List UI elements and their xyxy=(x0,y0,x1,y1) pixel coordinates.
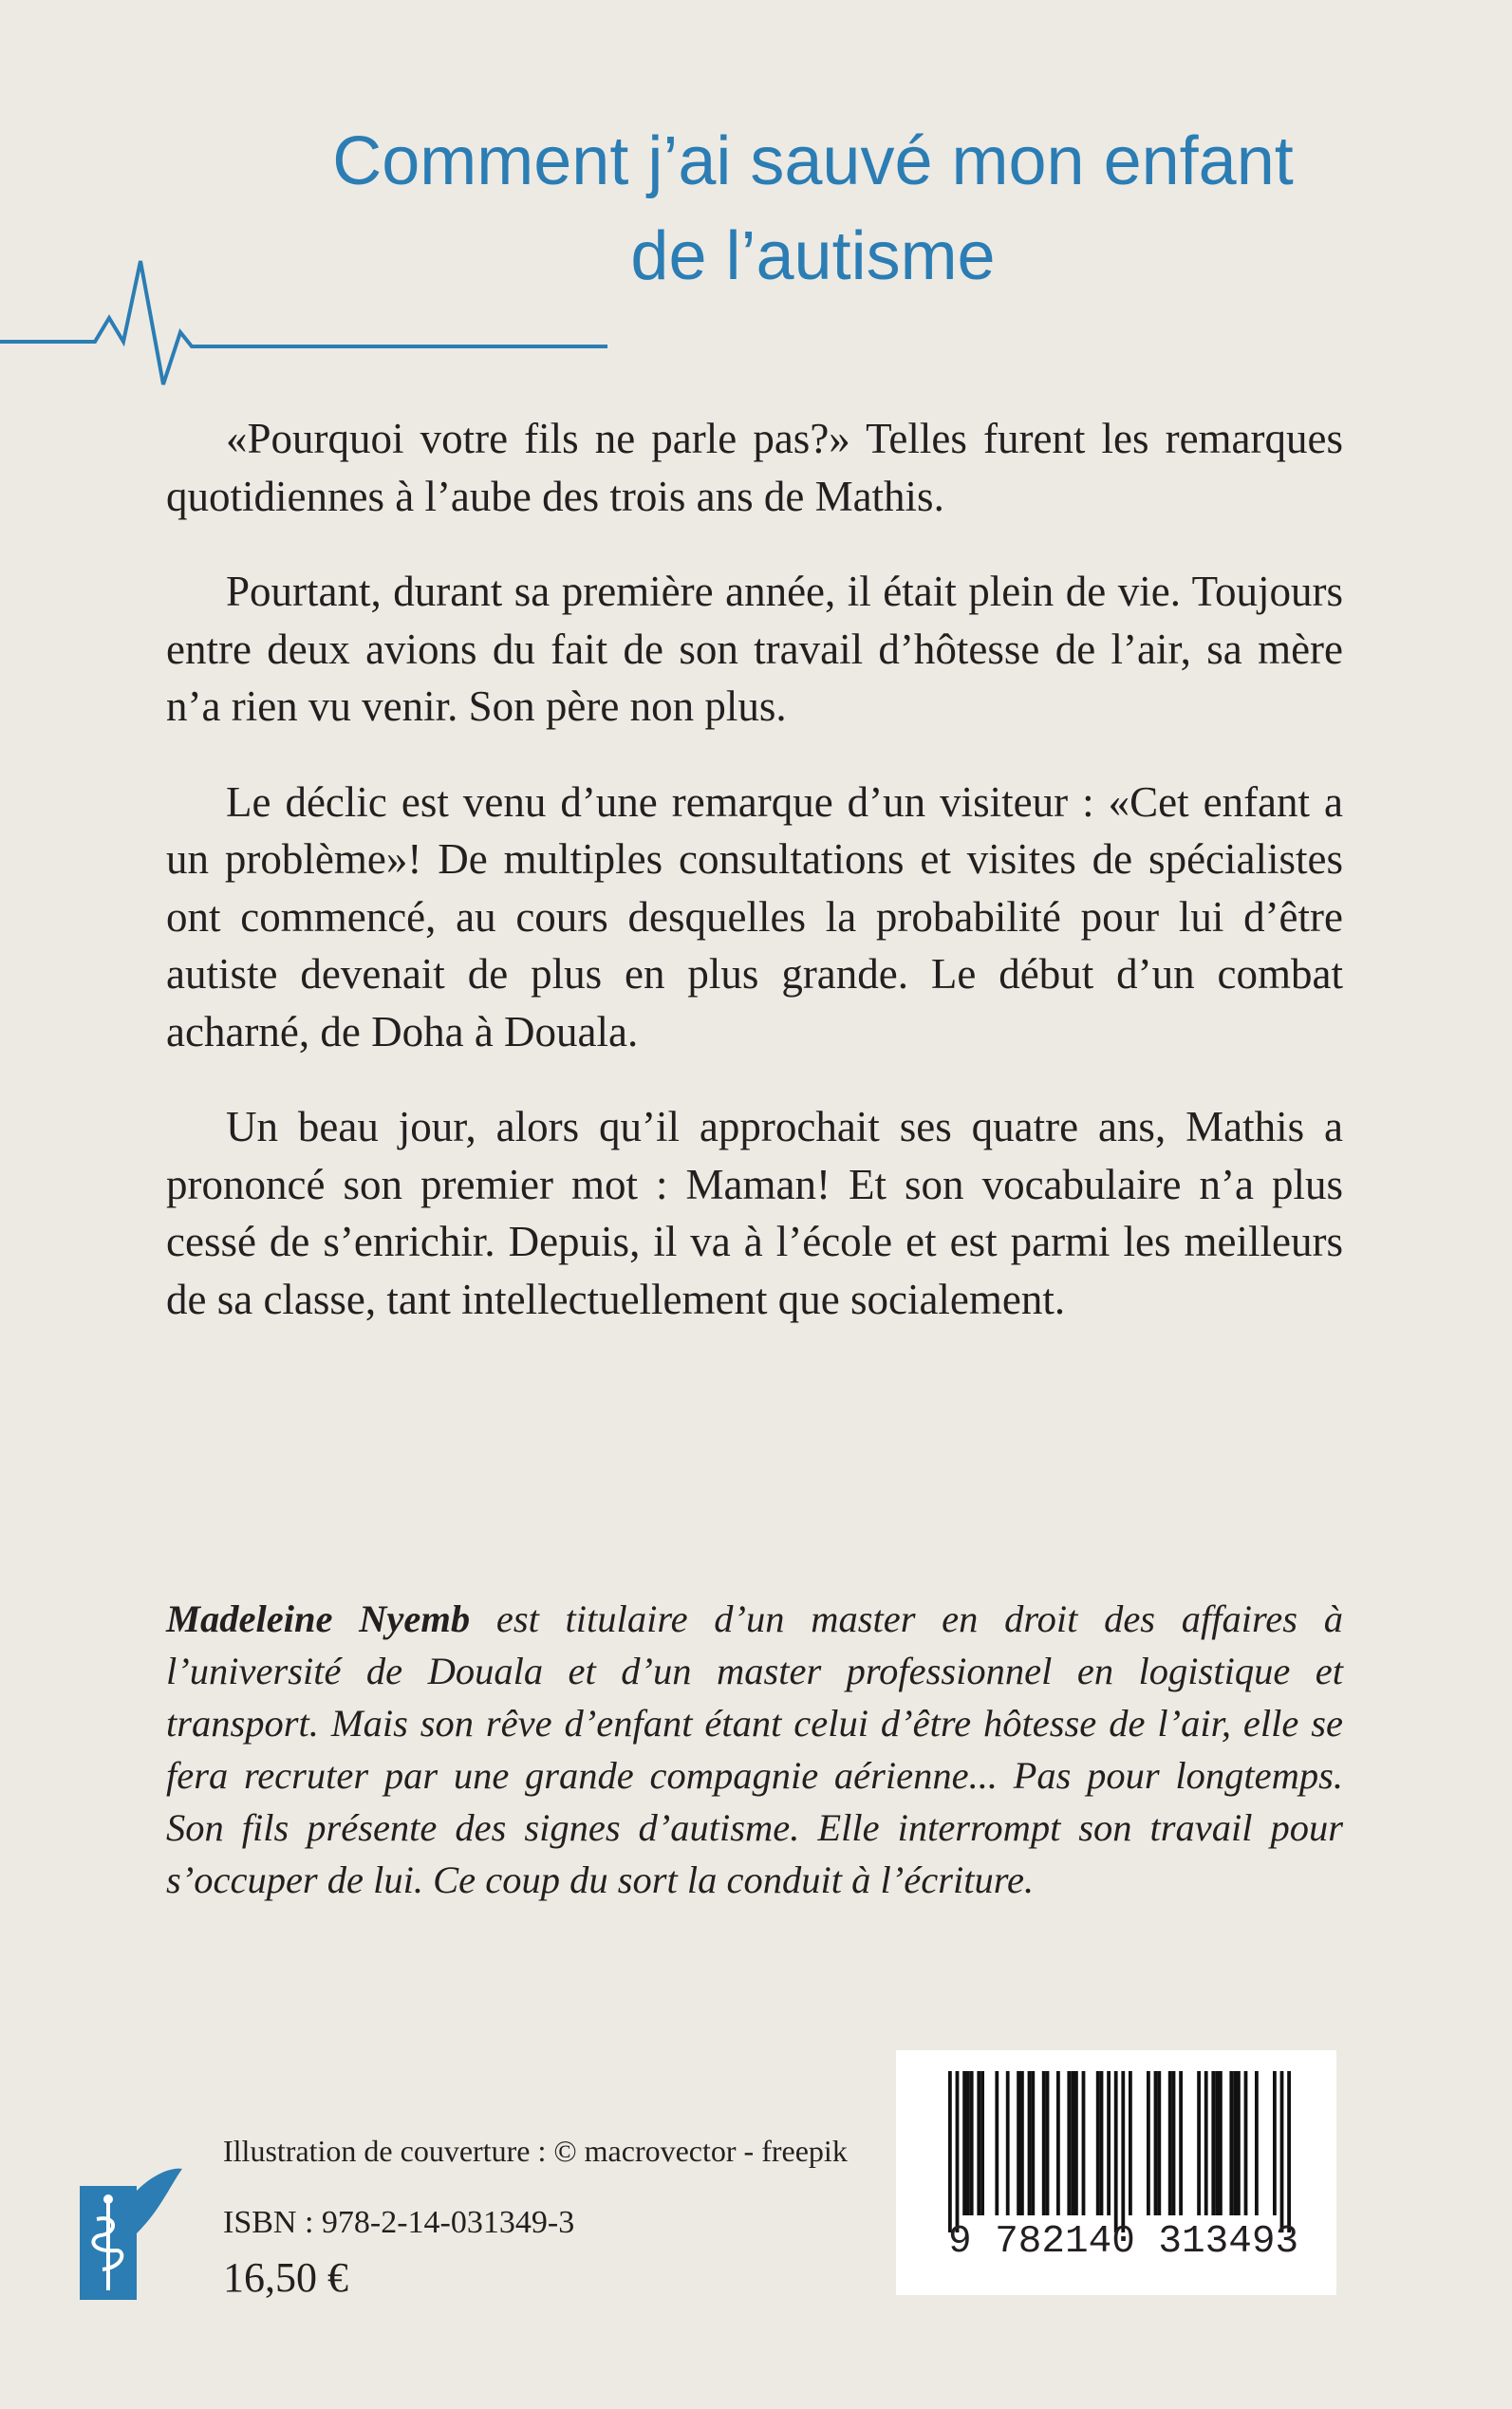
barcode-bar xyxy=(1280,2071,1284,2232)
barcode-bar xyxy=(1096,2071,1100,2215)
summary-paragraph-4: Un beau jour, alors qu’il approchait ses quatre ans, Mathis a prononcé son premier mot : Maman! Et son vocabulaire n’a plus cessé de s’enrichir. Depuis, il va à l’école et est parmi les meilleurs de sa classe, tant intellectuellement que socialement. xyxy=(166,1103,1343,1323)
barcode-bar xyxy=(1017,2071,1020,2215)
summary-paragraph-3: Le déclic est venu d’une remarque d’un visiteur : «Cet enfant a un problème»! De multiples consultations et visites de spécialistes ont commencé, au cours desquelles la probabilité pour lui d’être autiste devenait de plus en plus grande. Le début d’un combat acharné, de Doha à Douala. xyxy=(166,777,1343,1055)
barcode-bar xyxy=(1157,2071,1161,2215)
author-name: Madeleine Nyemb xyxy=(166,1597,471,1640)
isbn: ISBN : 978-2-14-031349-3 xyxy=(223,2205,575,2240)
barcode-bar xyxy=(1244,2071,1248,2215)
barcode-bar xyxy=(980,2071,984,2215)
barcode-bar xyxy=(1204,2071,1208,2215)
barcode-bar xyxy=(1147,2071,1150,2215)
barcode-bar xyxy=(1056,2071,1060,2215)
barcode-bar xyxy=(1211,2071,1215,2215)
barcode-bar xyxy=(1129,2071,1132,2215)
barcode-bar xyxy=(1067,2071,1071,2215)
title-line-1: Comment j’ai sauvé mon enfant xyxy=(332,123,1294,199)
barcode-bar xyxy=(966,2071,970,2215)
barcode-bar xyxy=(948,2071,952,2232)
barcode-bar xyxy=(1172,2071,1176,2215)
barcode-bar xyxy=(1273,2071,1277,2215)
barcode-bar xyxy=(1071,2071,1074,2215)
barcode-bar xyxy=(1154,2071,1158,2215)
barcode-bar xyxy=(1046,2071,1050,2215)
author-bio xyxy=(166,1593,1343,1906)
barcode-bar xyxy=(1219,2071,1223,2215)
barcode-bar xyxy=(962,2071,966,2215)
barcode-bar xyxy=(1082,2071,1086,2215)
back-cover-summary xyxy=(166,410,1343,1366)
cover-illustration-credit: Illustration de couverture : © macrovector - freepik xyxy=(223,2134,848,2168)
summary-paragraph-1: «Pourquoi votre fils ne parle pas?» Telles furent les remarques quotidiennes à l’aube des trois ans de Mathis. xyxy=(166,415,1343,520)
barcode-bar xyxy=(1031,2071,1035,2215)
barcode xyxy=(896,2050,1336,2295)
barcode-bar xyxy=(1028,2071,1032,2215)
heartbeat-line-icon xyxy=(0,242,617,394)
barcode-bar xyxy=(956,2071,960,2232)
barcode-bar xyxy=(1107,2071,1111,2215)
barcode-bar xyxy=(1074,2071,1078,2215)
barcode-bar xyxy=(1229,2071,1233,2215)
barcode-bar xyxy=(1255,2071,1259,2215)
barcode-bars xyxy=(896,2050,1336,2240)
barcode-bar xyxy=(1179,2071,1183,2215)
barcode-bar xyxy=(1287,2071,1291,2232)
barcode-bar xyxy=(1006,2071,1010,2215)
barcode-bar xyxy=(1114,2071,1118,2232)
publisher-logo-icon xyxy=(80,2167,184,2300)
barcode-bar xyxy=(1215,2071,1219,2215)
barcode-bar xyxy=(1042,2071,1046,2215)
barcode-bar xyxy=(995,2071,999,2215)
barcode-bar xyxy=(1197,2071,1201,2215)
price: 16,50 € xyxy=(223,2254,348,2301)
barcode-bar xyxy=(1233,2071,1237,2215)
barcode-bar xyxy=(977,2071,980,2215)
barcode-bar xyxy=(1121,2071,1125,2232)
barcode-bar xyxy=(1168,2071,1172,2215)
author-bio-text: est titulaire d’un master en droit des affaires à l’université de Douala et d’un master professionnel en logistique et transport. Mais son rêve d’enfant étant celui d’être hôtesse de l’air, elle se fera recruter par une grande compagnie aérienne... Pas pour longtemps. Son fils présente des signes d’autisme. Elle interrompt son travail pour s’occuper de lui. Ce coup du sort la conduit à l’écriture. xyxy=(166,1597,1343,1901)
summary-paragraph-2: Pourtant, durant sa première année, il était plein de vie. Toujours entre deux avions du fait de son travail d’hôtesse de l’air, sa mère n’a rien vu venir. Son père non plus. xyxy=(166,568,1343,730)
barcode-bar xyxy=(1020,2071,1024,2215)
barcode-bar xyxy=(970,2071,974,2215)
barcode-digits: 9 782140 313493 xyxy=(948,2220,1299,2264)
barcode-bar xyxy=(1237,2071,1241,2215)
title-line-2: de l’autisme xyxy=(630,218,996,294)
barcode-bar xyxy=(1100,2071,1104,2215)
